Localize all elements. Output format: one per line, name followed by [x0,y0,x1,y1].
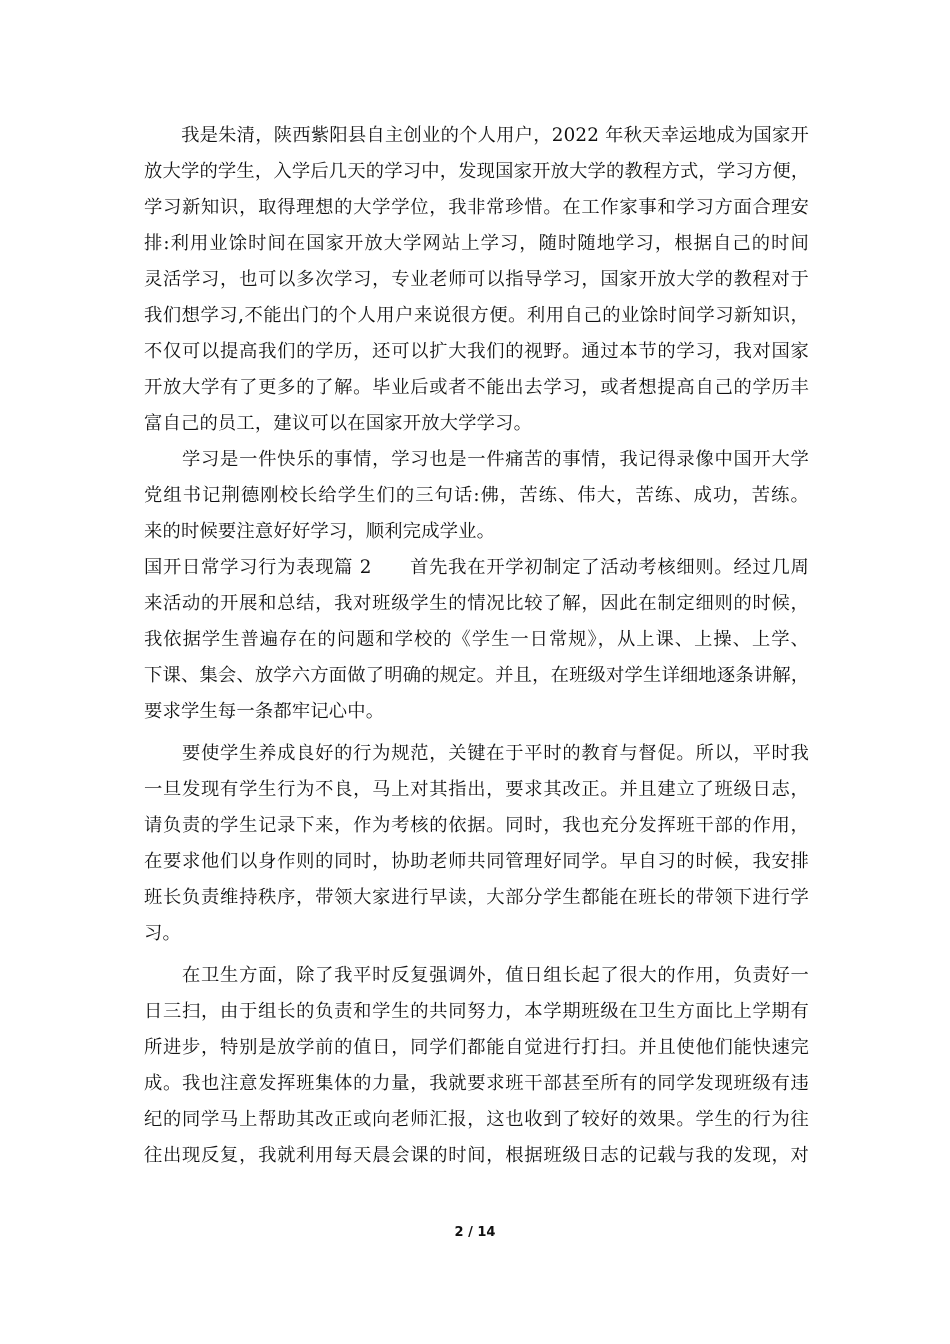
section-heading-line: 国开日常学习行为表现篇 2 首先我在开学初制定了活动考核细则。经过几周 [144,557,809,578]
text-line: 灵活学习，也可以多次学习，专业老师可以指导学习，国家开放大学的教程对于 [144,269,809,290]
text-line: 要使学生养成良好的行为规范，关键在于平时的教育与督促。所以，平时我 [144,743,809,764]
text-line: 请负责的学生记录下来，作为考核的依据。同时，我也充分发挥班干部的作用， [144,815,809,836]
text-line: 开放大学有了更多的了解。毕业后或者不能出去学习，或者想提高自己的学历丰 [144,377,809,398]
text-line: 在卫生方面，除了我平时反复强调外，值日组长起了很大的作用，负责好一 [144,965,809,986]
document-body [144,118,809,1174]
text-line: 往出现反复，我就利用每天晨会课的时间，根据班级日志的记载与我的发现，对 [144,1145,809,1166]
text-line: 排:利用业馀时间在国家开放大学网站上学习，随时随地学习，根据自己的时间 [144,233,809,254]
text-line: 来活动的开展和总结，我对班级学生的情况比较了解，因此在制定细则的时候， [144,593,809,614]
text-line: 放大学的学生，入学后几天的学习中，发现国家开放大学的教程方式，学习方便， [144,161,810,182]
text-line: 要求学生每一条都牢记心中。 [144,701,385,722]
text-line: 下课、集会、放学六方面做了明确的规定。并且，在班级对学生详细地逐条讲解， [144,665,810,686]
text-line: 我们想学习,不能出门的个人用户来说很方便。利用自己的业馀时间学习新知识， [144,305,809,326]
text-line: 一旦发现有学生行为不良，马上对其指出，要求其改正。并且建立了班级日志， [144,779,809,800]
text-line: 学习是一件快乐的事情，学习也是一件痛苦的事情，我记得录像中国开大学 [144,449,809,470]
text-line: 习。 [144,923,181,944]
text-line: 纪的同学马上帮助其改正或向老师汇报，这也收到了较好的效果。学生的行为往 [144,1109,809,1130]
page-number: 2 / 14 [454,1225,496,1240]
text-line: 不仅可以提高我们的学历，还可以扩大我们的视野。通过本节的学习，我对国家 [144,341,809,362]
text-line: 所进步，特别是放学前的值日，同学们都能自觉进行打扫。并且使他们能快速完 [144,1037,809,1058]
text-line: 党组书记荆德刚校长给学生们的三句话:佛，苦练、伟大，苦练、成功，苦练。 [144,485,809,506]
text-line: 成。我也注意发挥班集体的力量，我就要求班干部甚至所有的同学发现班级有违 [144,1073,809,1094]
text-line: 学习新知识，取得理想的大学学位，我非常珍惜。在工作家事和学习方面合理安 [144,197,809,218]
text-line: 日三扫，由于组长的负责和学生的共同努力，本学期班级在卫生方面比上学期有 [144,1001,809,1022]
text-line: 我是朱清，陕西紫阳县自主创业的个人用户，2022 年秋天幸运地成为国家开 [144,125,809,146]
text-line: 富自己的员工，建议可以在国家开放大学学习。 [144,413,533,434]
text-line: 班长负责维持秩序，带领大家进行早读，大部分学生都能在班长的带领下进行学 [144,887,809,908]
text-line: 我依据学生普遍存在的问题和学校的《学生一日常规》，从上课、上操、上学、 [144,629,809,650]
text-line: 在要求他们以身作则的同时，协助老师共同管理好同学。早自习的时候，我安排 [144,851,809,872]
text-line: 来的时候要注意好好学习，顺利完成学业。 [144,521,496,542]
